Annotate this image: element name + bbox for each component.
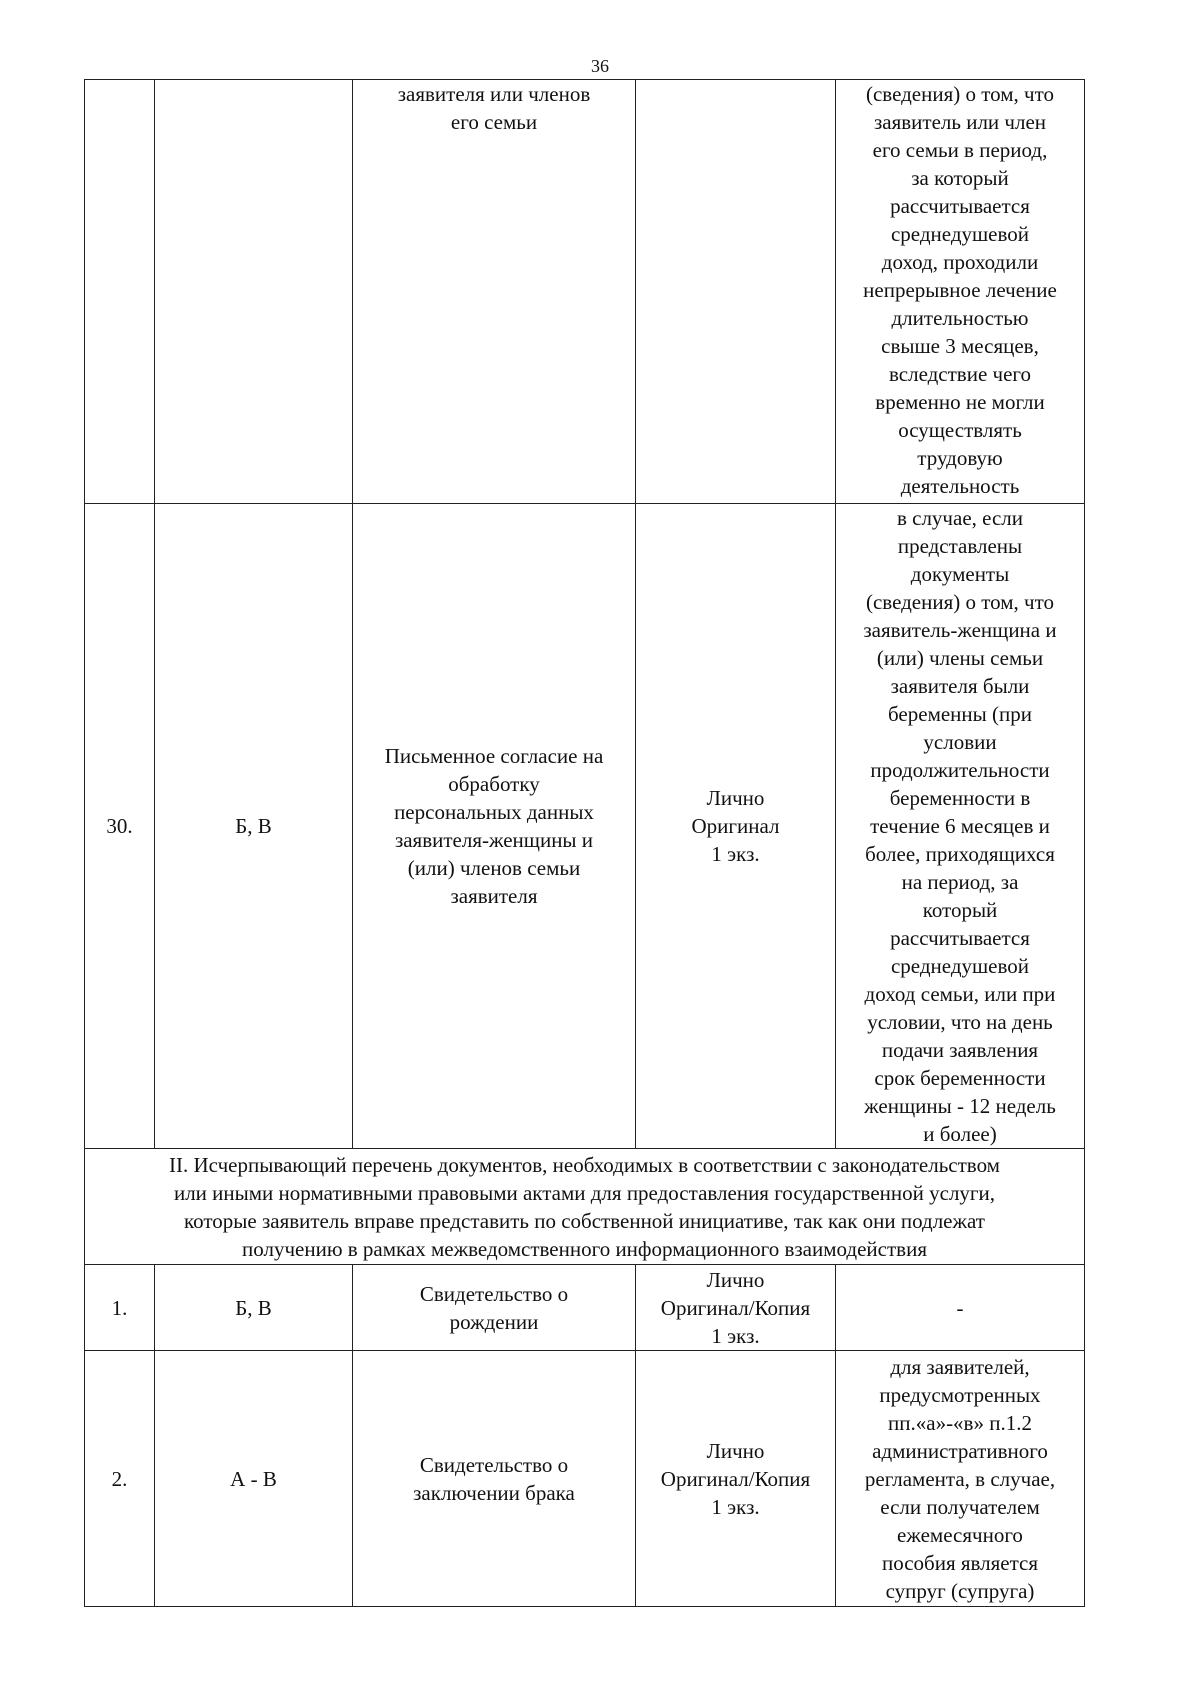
cell-method: Лично Оригинал/Копия 1 экз.: [636, 1351, 836, 1607]
cell-document: Письменное согласие на обработку персональных данных заявителя-женщины и (или) членов семьи заявителя: [353, 504, 636, 1149]
cell-method: Лично Оригинал/Копия 1 экз.: [636, 1265, 836, 1351]
cell-note: в случае, если представлены документы (сведения) о том, что заявитель-женщина и (или) члены семьи заявителя были беременны (при условии продолжительности беременности в течение 6 месяцев и более, приходящихся на период, за который рассчитывается среднедушевой доход семьи, или при условии, что на день подачи заявления срок беременности женщины - 12 недель и более): [836, 504, 1085, 1149]
cell-category: Б, В: [155, 504, 353, 1149]
table-row-s2-2: [85, 1351, 1085, 1607]
cell-method: [636, 80, 836, 504]
cell-document: Свидетельство о рождении: [353, 1265, 636, 1351]
section-heading-row: [85, 1149, 1085, 1265]
cell-method: Лично Оригинал 1 экз.: [636, 504, 836, 1149]
cell-number: 30.: [85, 504, 155, 1149]
page-number: 36: [591, 56, 609, 76]
table-row-s2-1: [85, 1265, 1085, 1351]
section-2-title: II. Исчерпывающий перечень документов, необходимых в соответствии с законодательством или иными нормативными правовыми актами для предоставления государственной услуги, которые заявитель вправе представить по собственной инициативе, так как они подлежат получению в рамках межведомственного информационного взаимодействия: [85, 1149, 1085, 1265]
cell-document: заявителя или членов его семьи: [353, 80, 636, 504]
cell-category: [155, 80, 353, 504]
cell-note: для заявителей, предусмотренных пп.«а»-«в» п.1.2 административного регламента, в случае, если получателем ежемесячного пособия является супруг (супруга): [836, 1351, 1085, 1607]
table-row-continuation: [85, 80, 1085, 504]
cell-note: -: [836, 1265, 1085, 1351]
cell-category: Б, В: [155, 1265, 353, 1351]
documents-table: [84, 79, 1085, 1607]
cell-document: Свидетельство о заключении брака: [353, 1351, 636, 1607]
cell-number: 1.: [85, 1265, 155, 1351]
table-row-30: [85, 504, 1085, 1149]
cell-category: А - В: [155, 1351, 353, 1607]
cell-number: [85, 80, 155, 504]
cell-number: 2.: [85, 1351, 155, 1607]
cell-note: (сведения) о том, что заявитель или член его семьи в период, за который рассчитывается среднедушевой доход, проходили непрерывное лечение длительностью свыше 3 месяцев, вследствие чего временно не могли осуществлять трудовую деятельность: [836, 80, 1085, 504]
